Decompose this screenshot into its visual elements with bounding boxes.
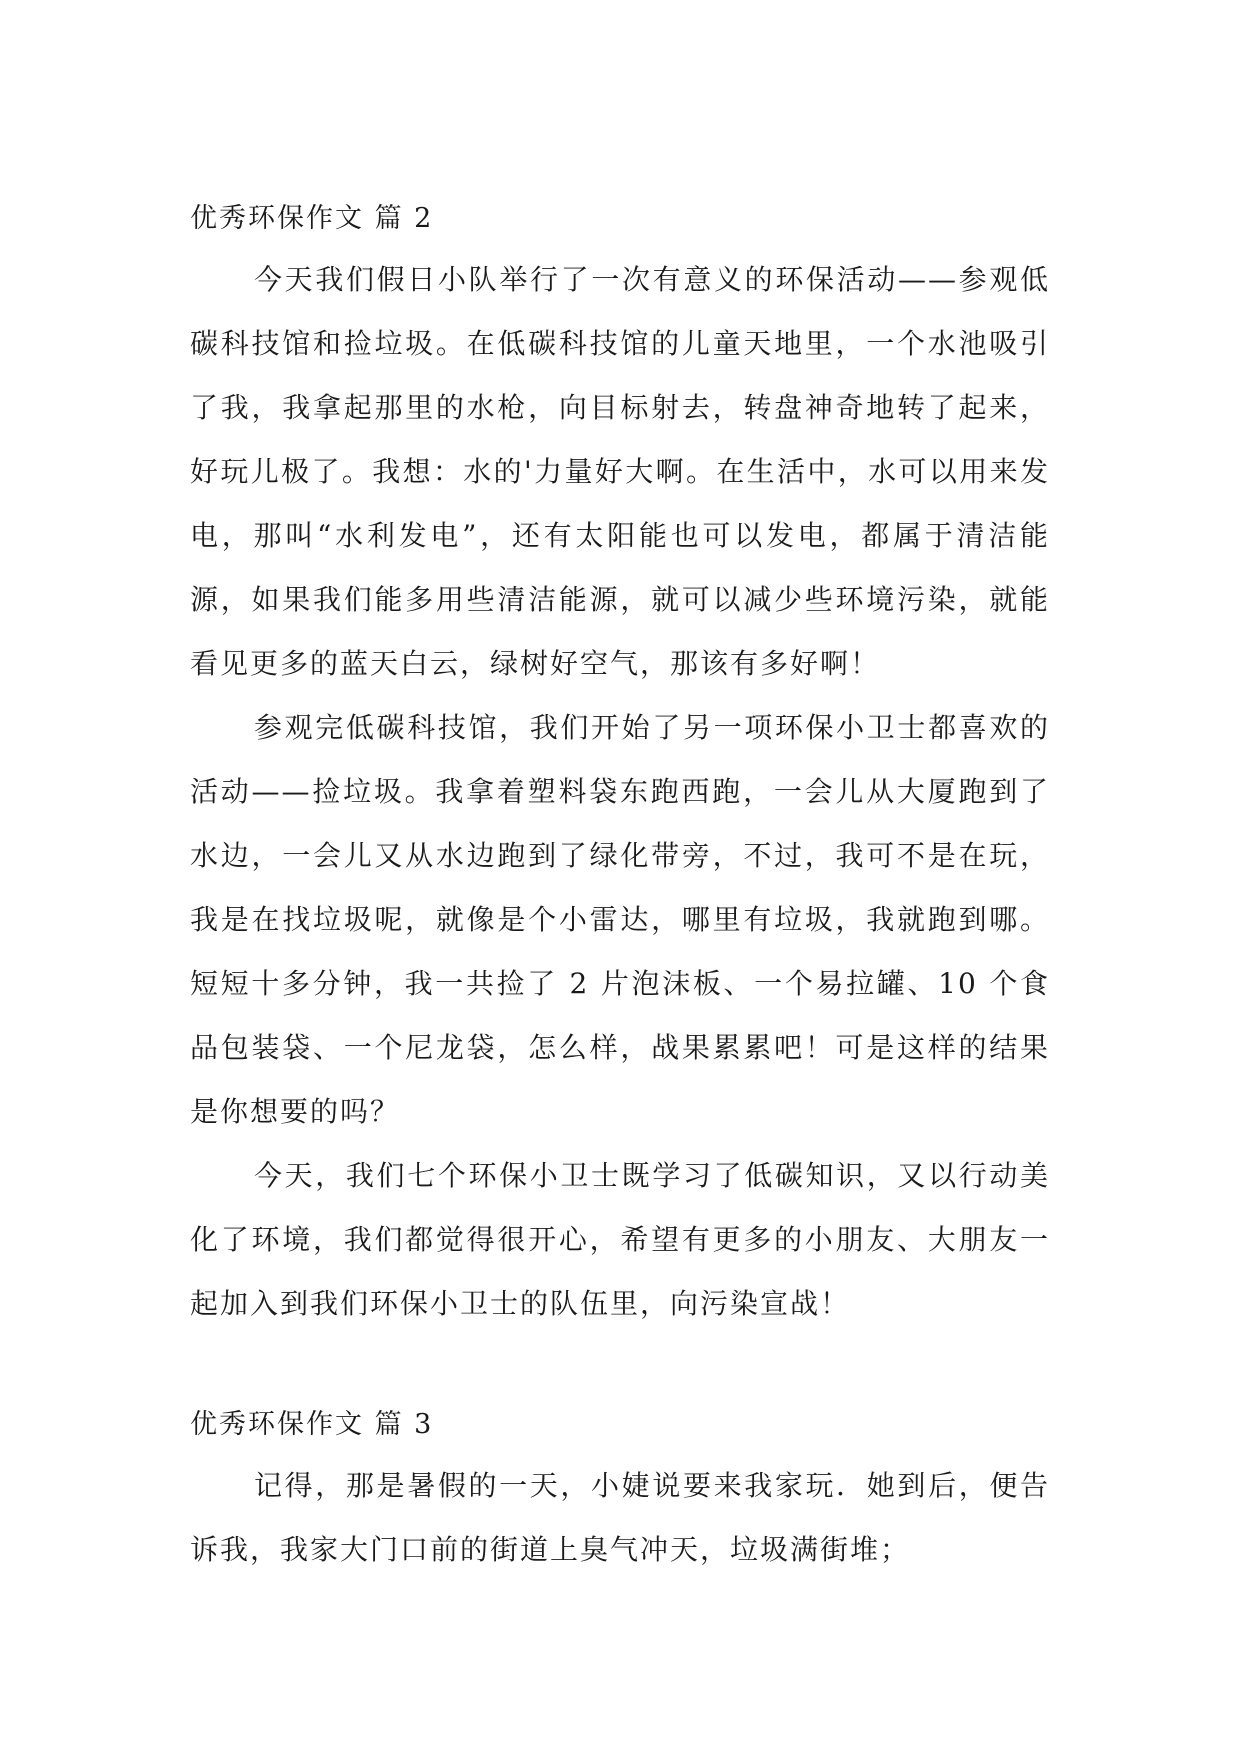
document-page (190, 190, 1050, 1642)
section-heading: 优秀环保作文 篇 3 (190, 1409, 434, 1440)
essay-section-2 (190, 190, 1050, 1336)
paragraph: 记得，那是暑假的一天，小婕说要来我家玩．她到后，便告诉我，我家大门口前的街道上臭气冲天，垃圾满街堆； (190, 1469, 1050, 1566)
paragraph: 今天我们假日小队举行了一次有意义的环保活动——参观低碳科技馆和捡垃圾。在低碳科技馆的儿童天地里，一个水池吸引了我，我拿起那里的水枪，向目标射去，转盘神奇地转了起来，好玩儿极了。我想：水的'力量好大啊。在生活中，水可以用来发电，那叫“水利发电”，还有太阳能也可以发电，都属于清洁能源，如果我们能多用些清洁能源，就可以减少些环境污染，就能看见更多的蓝天白云，绿树好空气，那该有多好啊！ (190, 263, 1050, 680)
paragraph: 今天，我们七个环保小卫士既学习了低碳知识，又以行动美化了环境，我们都觉得很开心，希望有更多的小朋友、大朋友一起加入到我们环保小卫士的队伍里，向污染宣战！ (190, 1159, 1050, 1320)
paragraph: 参观完低碳科技馆，我们开始了另一项环保小卫士都喜欢的活动——捡垃圾。我拿着塑料袋东跑西跑，一会儿从大厦跑到了水边，一会儿又从水边跑到了绿化带旁，不过，我可不是在玩，我是在找垃圾呢，就像是个小雷达，哪里有垃圾，我就跑到哪。短短十多分钟，我一共捡了 2 片泡沫板、一个易拉罐、10 个食品包装袋、一个尼龙袋，怎么样，战果累累吧！可是这样的结果是你想要的吗？ (190, 711, 1050, 1128)
section-heading: 优秀环保作文 篇 2 (190, 203, 434, 234)
essay-section-3 (190, 1396, 1050, 1582)
